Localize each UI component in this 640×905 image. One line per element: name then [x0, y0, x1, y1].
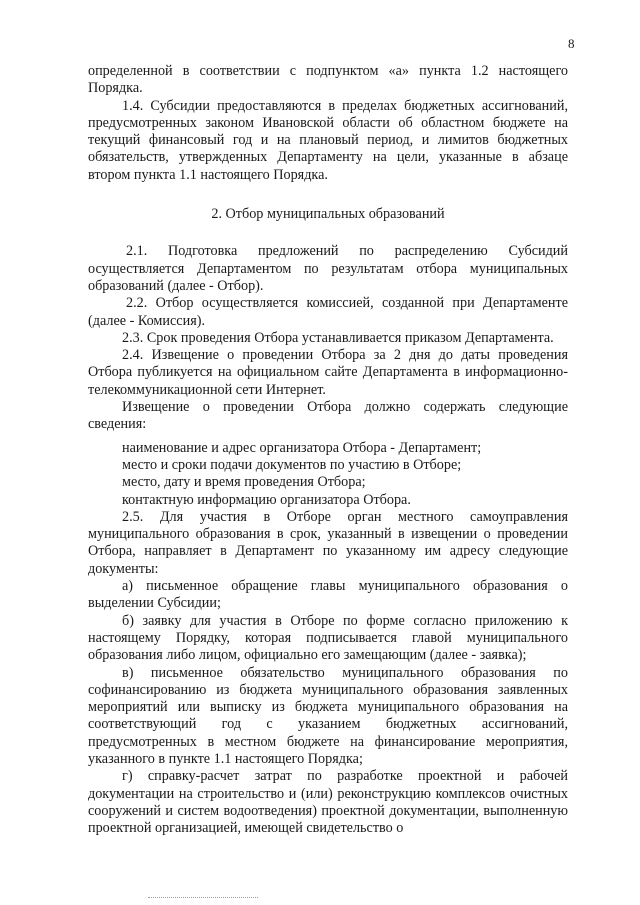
paragraph: 2.3. Срок проведения Отбора устанавливается приказом Департамента.: [122, 329, 554, 346]
list-item: г) справку-расчет затрат по разработке проектной и рабочей документации на строительство и (или) реконструкцию комплексов очистных сооружений и систем водоотведения) проектной документации, выполненную проектной организацией, имеющей свидетельство о: [88, 768, 568, 837]
paragraph: определенной в соответствии с подпунктом «а» пункта 1.2 настоящего Порядка.: [88, 63, 568, 97]
scan-artifact: [148, 897, 258, 900]
list-item: контактную информацию организатора Отбора.: [122, 491, 411, 508]
list-item: а) письменное обращение главы муниципального образования о выделении Субсидии;: [88, 578, 568, 612]
list-item: б) заявку для участия в Отборе по форме согласно приложению к настоящему Порядку, которая подписывается главой муниципального образования либо лицом, официально его замещающим (далее - заявка);: [88, 612, 568, 664]
document-body: [88, 63, 568, 837]
list-item: место и сроки подачи документов по участию в Отборе;: [122, 456, 462, 473]
page-number: 8: [568, 36, 575, 51]
list-item: место, дату и время проведения Отбора;: [122, 474, 366, 491]
paragraph: 1.4. Субсидии предоставляются в пределах бюджетных ассигнований, предусмотренных законом Ивановской области об областном бюджете на текущий финансовый год и на плановый период, и лимитов бюджетных обязательств, утвержденных Департаменту на цели, указанные в абзаце втором пункта 1.1 настоящего Порядка.: [88, 97, 568, 183]
list-item: в) письменное обязательство муниципального образования по софинансированию из бюджета муниципального образования заявленных мероприятий или выписку из бюджета муниципального образования на соответствующий год с указанием бюджетных ассигнований, предусмотренных в местном бюджете на финансирование мероприятия, указанного в пункте 1.1 настоящего Порядка;: [88, 664, 568, 767]
paragraph: 2.1. Подготовка предложений по распределению Субсидий осуществляется Департаментом по результатам отбора муниципальных образований (далее - Отбор).: [88, 243, 568, 294]
paragraph: 2.5. Для участия в Отборе орган местного самоуправления муниципального образования в срок, указанный в извещении о проведении Отбора, направляет в Департамент по указанному им адресу следующие документы:: [88, 508, 568, 577]
list-item: наименование и адрес организатора Отбора - Департамент;: [122, 439, 482, 456]
paragraph: 2.4. Извещение о проведении Отбора за 2 дня до даты проведения Отбора публикуется на официальном сайте Департамента в информационно-телекоммуникационной сети Интернет.: [88, 347, 568, 398]
paragraph: 2.2. Отбор осуществляется комиссией, созданной при Департаменте (далее - Комиссия).: [88, 295, 568, 329]
section-heading: 2. Отбор муниципальных образований: [211, 206, 445, 223]
paragraph: Извещение о проведении Отбора должно содержать следующие сведения:: [88, 399, 568, 433]
